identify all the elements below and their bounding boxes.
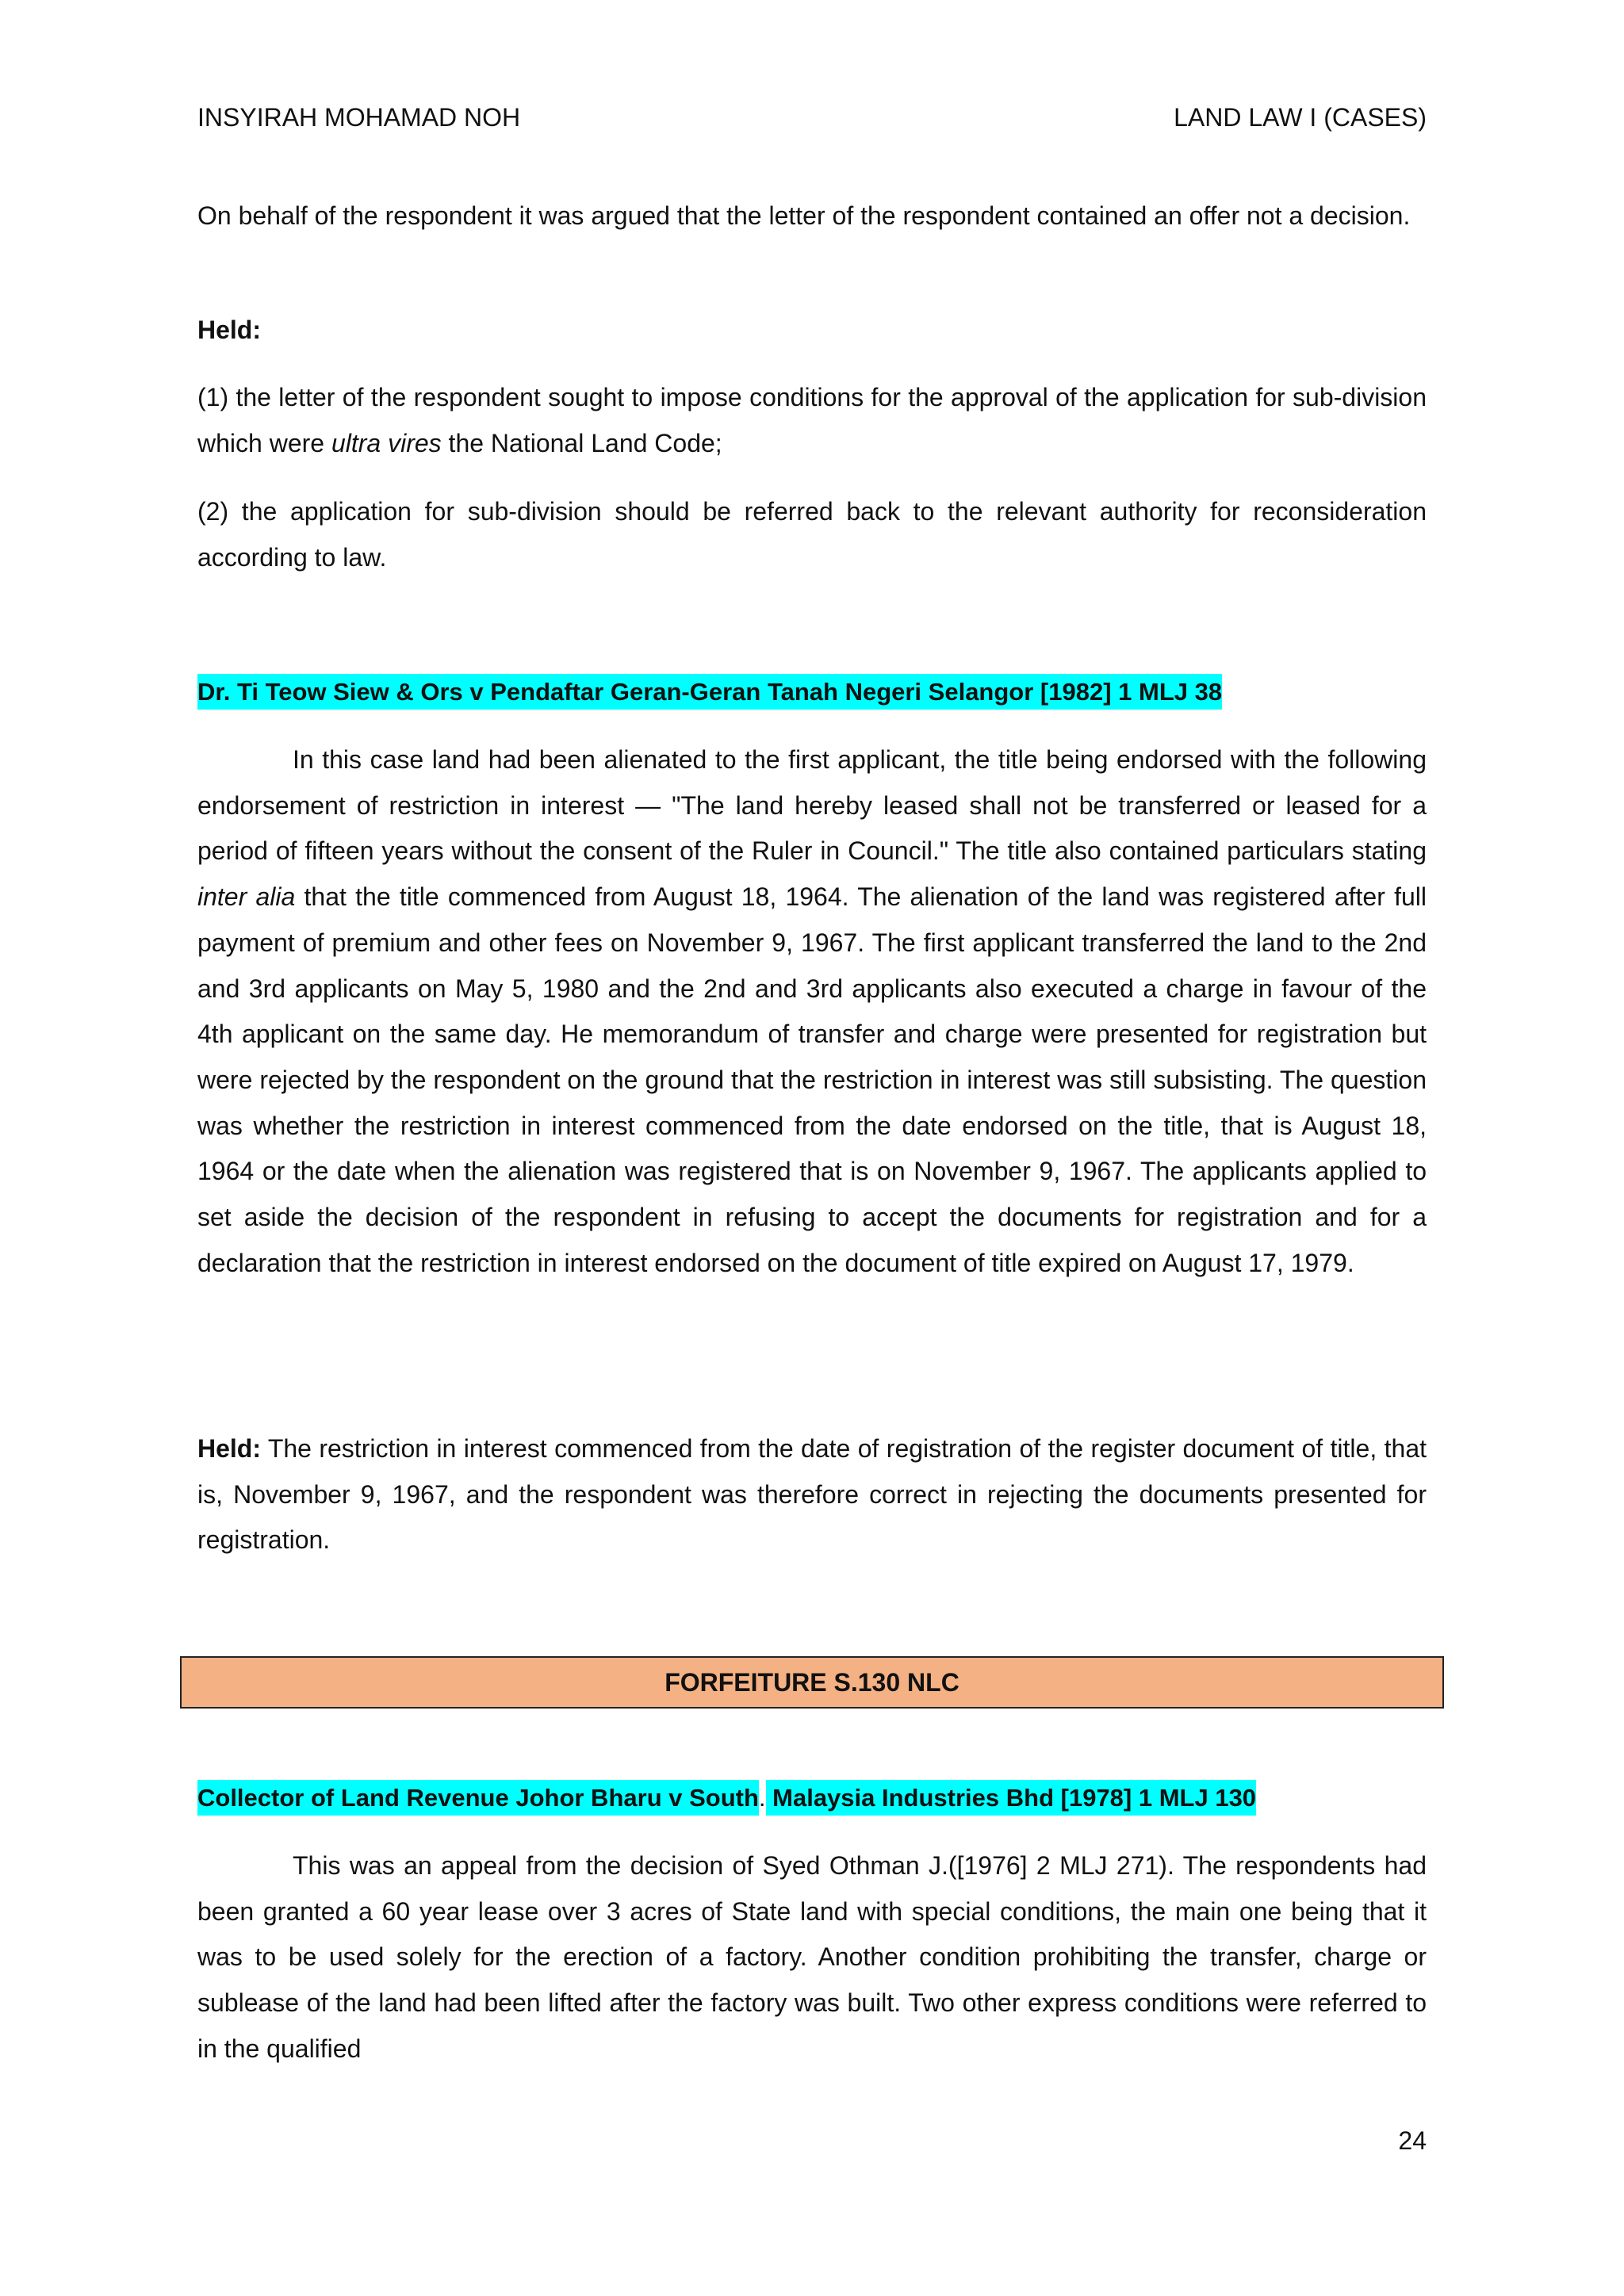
case-1-held-text: The restriction in interest commenced from the date of registration of the register document of title, that is, November 9, 1967, and the respondent was therefore correct in rejecting the documents presented for registration. [197,1434,1427,1555]
case-1-held [197,1426,1427,1563]
case-1-facts-text-end: that the title commenced from August 18, 1964. The alienation of the land was registered after full payment of premium and other fees on November 9, 1967. The first applicant transferred the land to the 2nd and 3rd applicants on May 5, 1980 and the 2nd and 3rd applicants also executed a charge in favour of the 4th applicant on the same day. He memorandum of transfer and charge were presented for registration but were rejected by the respondent on the ground that the restriction in interest was still subsisting. The question was whether the restriction in interest commenced from the date endorsed on the title, that is August 18, 1964 or the date when the alienation was registered that is on November 9, 1967. The applicants applied to set aside the decision of the respondent in refusing to accept the documents for registration and for a declaration that the restriction in interest endorsed on the document of title expired on August 17, 1979. [197,882,1427,1277]
held-point-1-italic: ultra vires [331,428,442,457]
case-2-title [197,1775,1427,1821]
case-1-facts-text: In this case land had been alienated to the first applicant, the title being endorsed with the following endorsement of restriction in interest — "The land hereby leased shall not be transferred or leased for a period of fifteen years without the consent of the Ruler in Council." The title also contained particulars stating [197,745,1427,866]
case-1-facts [197,737,1427,1286]
case-1-facts-italic: inter alia [197,882,296,912]
held-label: Held: [197,316,261,344]
held-point-1 [197,375,1427,466]
case-1-title-highlight: Dr. Ti Teow Siew & Ors v Pendaftar Geran-Geran Tanah Negeri Selangor [1982] 1 MLJ 38 [197,674,1222,710]
case-1-title [197,669,1427,715]
case-2-title-highlight-2: Malaysia Industries Bhd [1978] 1 MLJ 130 [766,1780,1257,1816]
case-2-facts: This was an appeal from the decision of Syed Othman J.([1976] 2 MLJ 271). The respondents had been granted a 60 year lease over 3 acres of State land with special conditions, the main one being that it was to be used solely for the erection of a factory. Another condition prohibiting the transfer, charge or sublease of the land had been lifted after the factory was built. Two other express conditions were referred to in the qualified [197,1851,1427,2063]
case-2-title-highlight-1: Collector of Land Revenue Johor Bharu v South [197,1780,759,1816]
case-1-held-label: Held: [197,1434,261,1463]
held-point-1-text-end: the National Land Code; [441,428,722,457]
held-point-1-text: (1) the letter of the respondent sought to impose conditions for the approval of the application for sub-division which were [197,383,1427,457]
header-subject: LAND LAW I (CASES) [1174,103,1427,132]
section-heading-title: FORFEITURE S.130 NLC [665,1668,959,1697]
held-point-2: (2) the application for sub-division should be referred back to the relevant authority for reconsideration according to law. [197,497,1427,572]
section-heading-box [180,1656,1444,1709]
page-header [197,95,1427,141]
header-author: INSYIRAH MOHAMAD NOH [197,103,521,132]
page-number: 24 [1398,2126,1427,2155]
respondent-argument-paragraph: On behalf of the respondent it was argued that the letter of the respondent contained an offer not a decision. [197,201,1411,230]
case-2-title-separator: . [758,1784,766,1812]
